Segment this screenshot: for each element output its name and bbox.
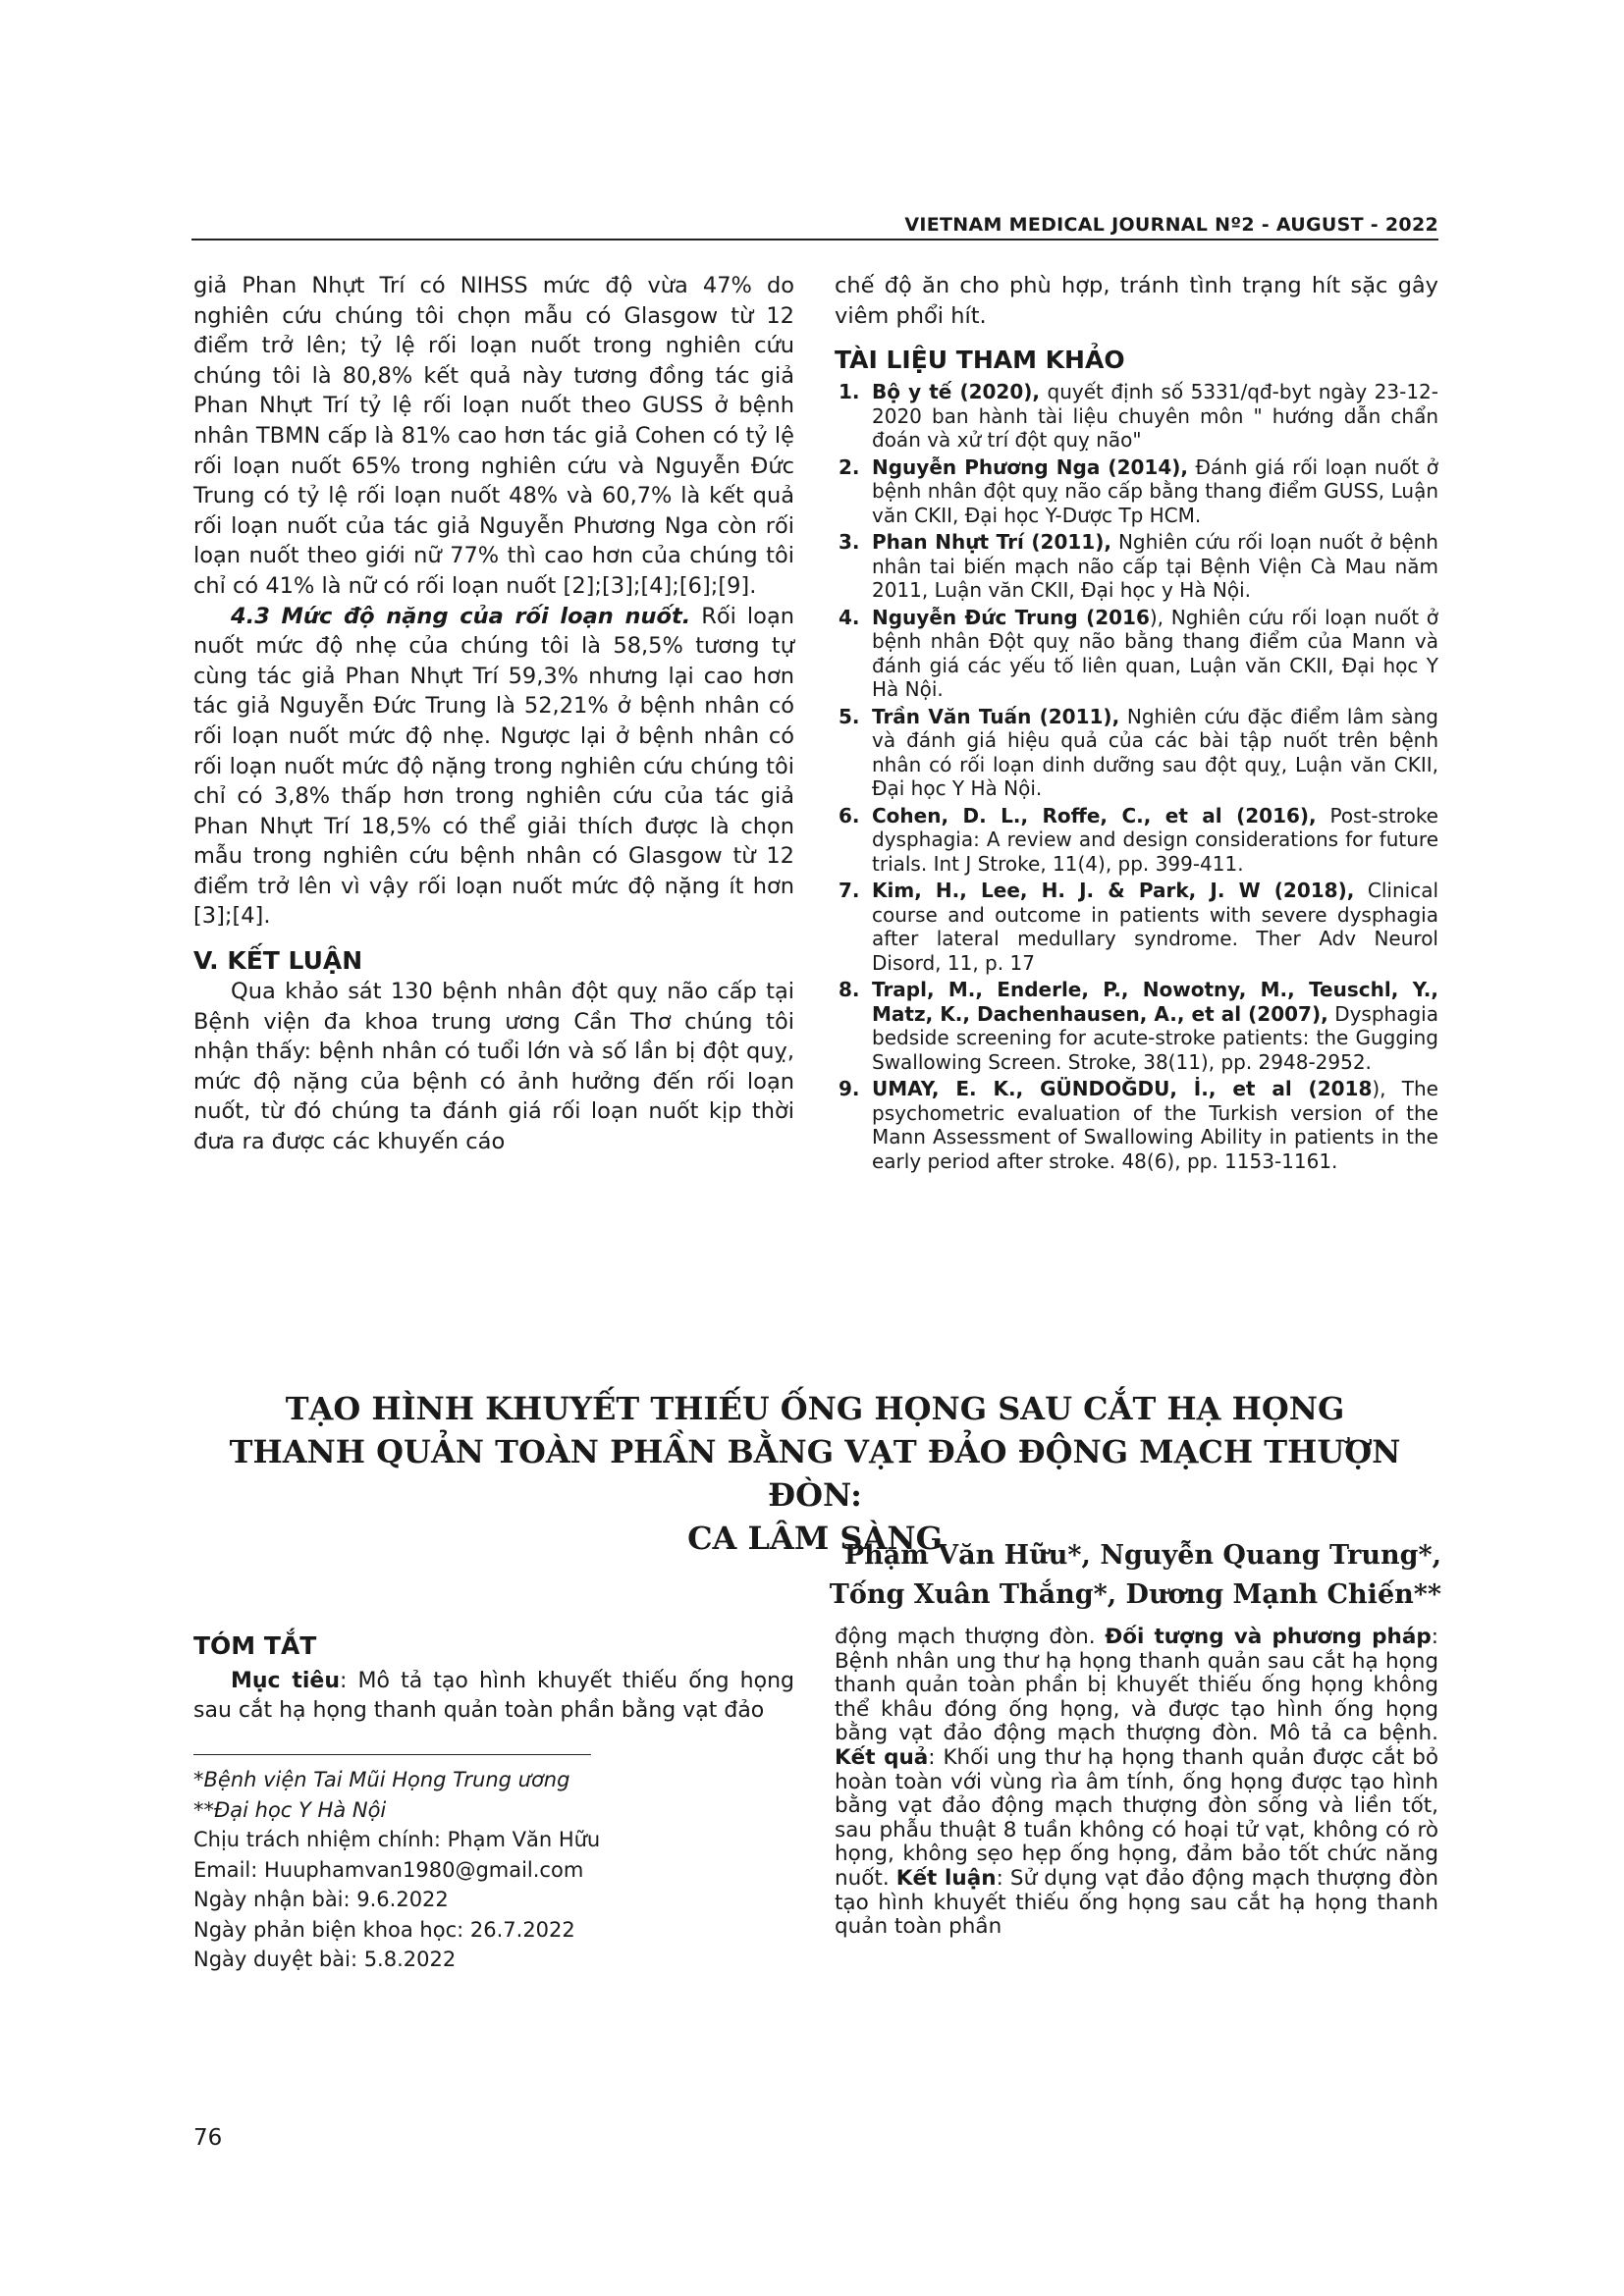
review-date: Ngày phản biện khoa học: 26.7.2022 <box>193 1917 575 1942</box>
title-line: CA LÂM SÀNG <box>687 1520 943 1557</box>
abstract-objective: Mục tiêu: Mô tả tạo hình khuyết thiếu ống họng sau cắt hạ họng thanh quản toàn phần bằng vạt đảo <box>193 1669 794 1723</box>
reference-item: 4. Nguyễn Đức Trung (2016), Nghiên cứu rối loạn nuốt ở bệnh nhân Đột quỵ não bằng thang điểm của Mann và đánh giá các yếu tố liên quan, Luận văn CKII, Đại học Y Hà Nội. <box>839 605 1438 702</box>
article-title <box>191 1387 1438 1560</box>
left-paragraph-1: giả Phan Nhựt Trí có NIHSS mức độ vừa 47% do nghiên cứu chúng tôi chọn mẫu có Glasgow từ 12 điểm trở lên; tỷ lệ rối loạn nuốt trong nghiên cứu chúng tôi là 80,8% kết quả này tương đồng tác giả Phan Nhựt Trí tỷ lệ rối loạn nuốt theo GUSS ở bệnh nhân TBMN cấp là 81% cao hơn tác giả Cohen có tỷ lệ rối loạn nuốt 65% trong nghiên cứu và Nguyễn Đức Trung có tỷ lệ rối loạn nuốt 48% và 60,7% là kết quả rối loạn nuốt của tác giả Nguyễn Phương Nga còn rối loạn nuốt theo giới nữ 77% thì cao hơn của chúng tôi chỉ có 41% là nữ có rối loạn nuốt [2];[3];[4];[6];[9]. <box>193 273 794 599</box>
reference-item: 6. Cohen, D. L., Roffe, C., et al (2016), Post-stroke dysphagia: A review and design considerations for future trials. Int J Stroke, 11(4), pp. 399-411. <box>839 803 1438 876</box>
email-line: Email: Huuphamvan1980@gmail.com <box>193 1857 584 1882</box>
reference-item: 5. Trần Văn Tuấn (2011), Nghiên cứu đặc điểm lâm sàng và đánh giá hiệu quả của các bài tập nuốt trên bệnh nhân có rối loạn dinh dưỡng sau đột quỵ, Luận văn CKII, Đại học Y Hà Nội. <box>839 704 1438 801</box>
title-line: THANH QUẢN TOÀN PHẦN BẰNG VẠT ĐẢO ĐỘNG MẠCH THƯỢN ĐÒN: <box>229 1433 1401 1514</box>
affiliation-2: **Đại học Y Hà Nội <box>193 1797 387 1822</box>
responsible-author: Chịu trách nhiệm chính: Phạm Văn Hữu <box>193 1828 601 1851</box>
right-paragraph-1: chế độ ăn cho phù hợp, tránh tình trạng hít sặc gây viêm phổi hít. <box>835 273 1438 329</box>
conclusion-heading: V. KẾT LUẬN <box>193 946 363 976</box>
references-heading: TÀI LIỆU THAM KHẢO <box>835 346 1125 375</box>
reference-item: 3. Phan Nhựt Trí (2011), Nghiên cứu rối loạn nuốt ở bệnh nhân tai biến mạch não cấp tại Bệnh Viện Cà Mau năm 2011, Luận văn CKII, Đại học y Hà Nội. <box>839 530 1438 603</box>
subsection-text: Rối loạn nuốt mức độ nhẹ của chúng tôi là 58,5% tương tự cùng tác giả Phan Nhựt Trí 59,3% nhưng lại cao hơn tác giả Nguyễn Đức Trung là 52,21% ở bệnh nhân có rối loạn nuốt mức độ nhẹ. Ngược lại ở bệnh nhân có rối loạn nuốt mức độ nặng trong nghiên cứu chúng tôi chỉ có 3,8% thấp hơn trong nghiên cứu của tác giả Phan Nhựt Trí 18,5% có thể giải thích được là chọn mẫu trong nghiên cứu bệnh nhân có Glasgow từ 12 điểm trở lên vì vậy rối loạn nuốt mức độ nặng ít hơn [3];[4]. <box>193 603 794 930</box>
footnotes <box>193 1765 783 1975</box>
title-line: TẠO HÌNH KHUYẾT THIẾU ỐNG HỌNG SAU CẮT HẠ HỌNG <box>285 1390 1345 1427</box>
received-date: Ngày nhận bài: 9.6.2022 <box>193 1888 449 1911</box>
authors-line: Tống Xuân Thắng*, Dương Mạnh Chiến** <box>829 1579 1441 1610</box>
accepted-date: Ngày duyệt bài: 5.8.2022 <box>193 1948 457 1971</box>
journal-header: VIETNAM MEDICAL JOURNAL Nº2 - AUGUST - 2022 <box>904 214 1438 236</box>
reference-item: 1. Bộ y tế (2020), quyết định số 5331/qđ-byt ngày 23-12-2020 ban hành tài liệu chuyên môn " hướng dẫn chẩn đoán và xử trí đột quỵ não" <box>839 380 1439 453</box>
abstract-body: động mạch thượng đòn. Đối tượng và phương pháp: Bệnh nhân ung thư hạ họng thanh quản sau cắt hạ họng thanh quản toàn phần bị khuyết thiếu ống họng không thể khâu đóng ống họng, và được tạo hình ống họng bằng vạt đảo động mạch thượng đòn. Mô tả ca bệnh. Kết quả: Khối ung thư hạ họng thanh quản được cắt bỏ hoàn toàn với vùng rìa âm tính, ống họng được tạo hình bằng vạt đảo động mạch thượng đòn sống và liền tốt, sau phẫu thuật 8 tuần không có hoại tử vạt, không có rò họng, không sẹo hẹp ống họng, đảm bảo tốt chức năng nuốt. Kết luận: Sử dụng vạt đảo động mạch thượng đòn tạo hình khuyết thiếu ống họng sau cắt hạ họng thanh quản toàn phần <box>835 1625 1438 1940</box>
right-column <box>835 271 1438 1176</box>
footnote-rule <box>193 1754 591 1755</box>
conclusion-paragraph: Qua khảo sát 130 bệnh nhân đột quỵ não cấp tại Bệnh viện đa khoa trung ương Cần Thơ chúng tôi nhận thấy: bệnh nhân có tuổi lớn và số lần bị đột quỵ, mức độ nặng của bệnh có ảnh hưởng đến rối loạn nuốt, từ đó chúng ta đánh giá rối loạn nuốt kịp thời đưa ra được các khuyến cáo <box>193 979 794 1155</box>
abstract-heading: TÓM TẮT <box>193 1631 317 1660</box>
left-paragraph-2 <box>193 602 794 933</box>
authors-line: Phạm Văn Hữu*, Nguyễn Quang Trung*, <box>843 1540 1441 1571</box>
reference-item: 9. UMAY, E. K., GÜNDOĞDU, İ., et al (2018), The psychometric evaluation of the Turkish version of the Mann Assessment of Swallowing Ability in patients in the early period after stroke. 48(6), pp. 1153-1161. <box>839 1077 1438 1173</box>
reference-list <box>835 380 1438 1173</box>
left-column <box>193 271 794 1157</box>
subsection-heading: 4.3 Mức độ nặng của rối loạn nuốt. <box>231 603 691 629</box>
header-rule <box>191 239 1438 240</box>
reference-item: 8. Trapl, M., Enderle, P., Nowotny, M., Teuschl, Y., Matz, K., Dachenhausen, A., et al (2007), Dysphagia bedside screening for acute-stroke patients: the Gugging Swallowing Screen. Stroke, 38(11), pp. 2948-2952. <box>839 978 1438 1074</box>
affiliation-1: *Bệnh viện Tai Mũi Họng Trung ương <box>193 1768 570 1791</box>
author-list <box>785 1536 1441 1615</box>
page-number: 76 <box>193 2125 223 2151</box>
abstract-left <box>193 1631 794 1726</box>
reference-item: 7. Kim, H., Lee, H. J. & Park, J. W (2018), Clinical course and outcome in patients with severe dysphagia after lateral medullary syndrome. Ther Adv Neurol Disord, 11, p. 17 <box>839 879 1439 975</box>
reference-item: 2. Nguyễn Phương Nga (2014), Đánh giá rối loạn nuốt ở bệnh nhân đột quỵ não cấp bằng thang điểm GUSS, Luận văn CKII, Đại học Y-Dược Tp HCM. <box>839 454 1439 527</box>
abstract-right <box>835 1626 1438 1940</box>
